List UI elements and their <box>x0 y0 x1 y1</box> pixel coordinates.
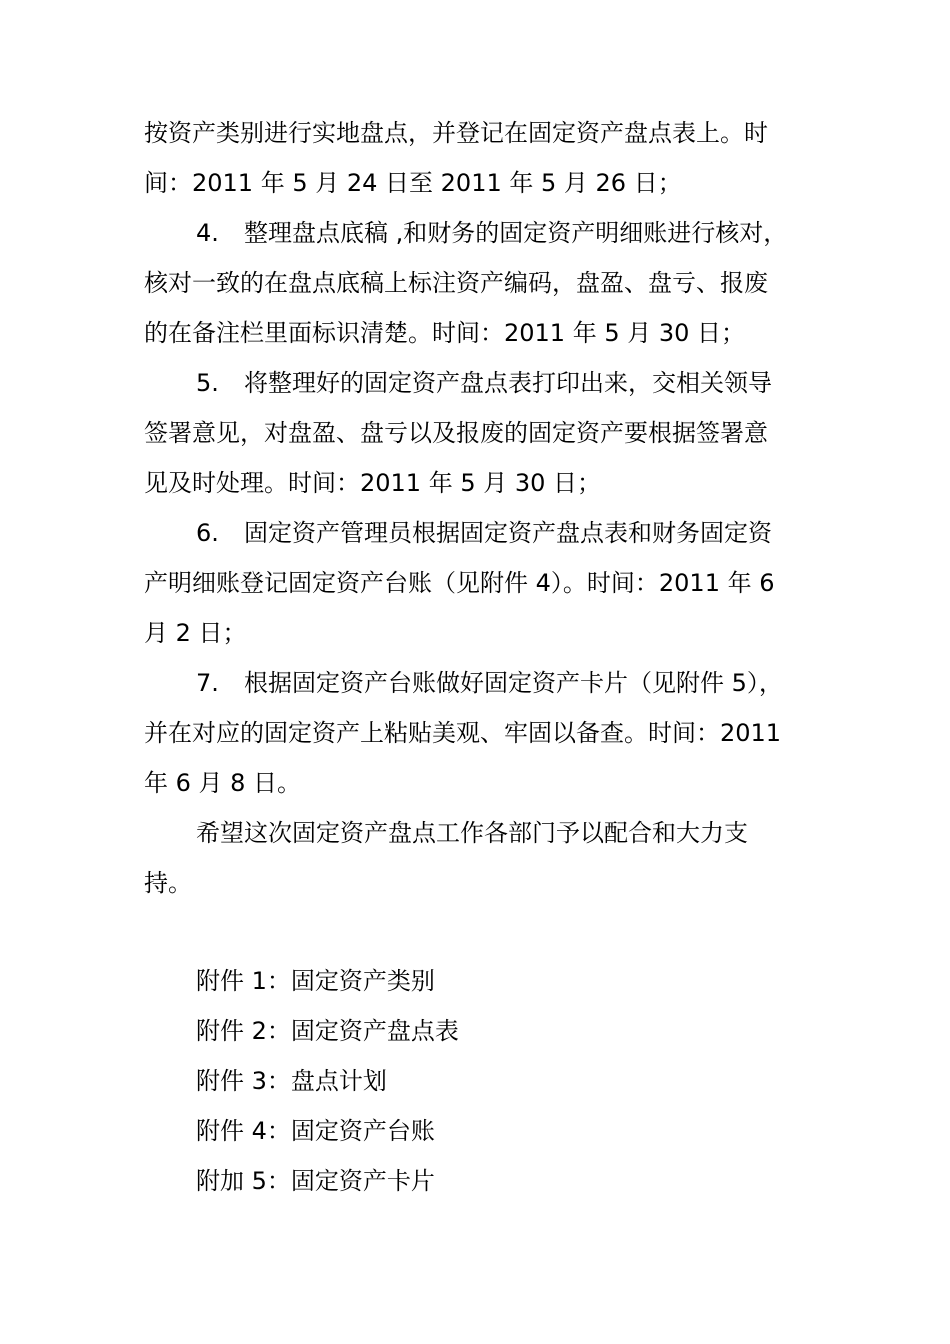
text-line: 见及时处理。时间：2011 年 5 月 30 日； <box>144 469 602 497</box>
attachment-item: 附件 4：固定资产台账 <box>196 1117 435 1145</box>
list-item-4 <box>144 208 812 258</box>
spacer <box>144 908 812 956</box>
attachment-item: 附件 2：固定资产盘点表 <box>196 1017 459 1045</box>
attachment-item: 附件 3：盘点计划 <box>196 1067 387 1095</box>
item-text: 整理盘点底稿 ,和财务的固定资产明细账进行核对， <box>244 219 788 247</box>
text-line: 月 2 日； <box>144 619 247 647</box>
text-line: 的在备注栏里面标识清楚。时间：2011 年 5 月 30 日； <box>144 319 746 347</box>
text-line: 签署意见，对盘盈、盘亏以及报废的固定资产要根据签署意 <box>144 419 768 447</box>
attachment-item: 附加 5：固定资产卡片 <box>196 1167 435 1195</box>
text-line: 按资产类别进行实地盘点，并登记在固定资产盘点表上。时 <box>144 119 768 147</box>
text-line: 年 6 月 8 日。 <box>144 769 302 797</box>
item-text: 固定资产管理员根据固定资产盘点表和财务固定资 <box>244 519 772 547</box>
item-number: 6. <box>196 519 219 547</box>
closing-paragraph: 希望这次固定资产盘点工作各部门予以配合和大力支 <box>196 819 748 847</box>
attachment-item: 附件 1：固定资产类别 <box>196 967 435 995</box>
text-line: 间：2011 年 5 月 24 日至 2011 年 5 月 26 日； <box>144 169 682 197</box>
item-number: 5. <box>196 369 219 397</box>
item-number: 7. <box>196 669 219 697</box>
text-line: 并在对应的固定资产上粘贴美观、牢固以备查。时间：2011 <box>144 719 782 747</box>
item-text: 根据固定资产台账做好固定资产卡片（见附件 5）， <box>244 669 783 697</box>
list-item-6 <box>144 508 812 558</box>
item-text: 将整理好的固定资产盘点表打印出来，交相关领导 <box>244 369 772 397</box>
text-line: 持。 <box>144 869 192 897</box>
item-number: 4. <box>196 219 219 247</box>
document-body <box>144 108 812 1206</box>
text-line: 产明细账登记固定资产台账（见附件 4）。时间：2011 年 6 <box>144 569 775 597</box>
list-item-5 <box>144 358 812 408</box>
text-line: 核对一致的在盘点底稿上标注资产编码，盘盈、盘亏、报废 <box>144 269 768 297</box>
list-item-7 <box>144 658 812 708</box>
